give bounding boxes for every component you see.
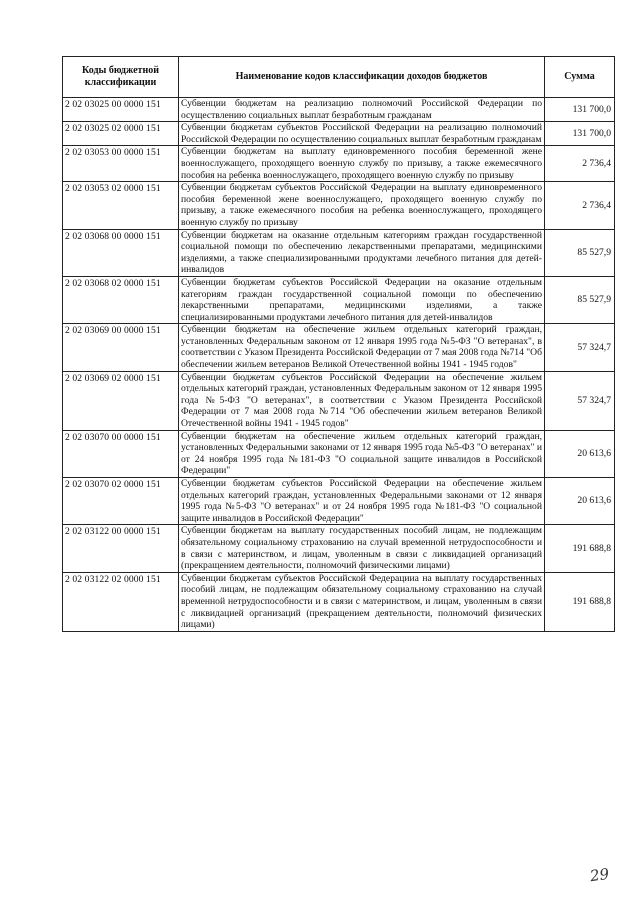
table-row xyxy=(63,525,615,572)
sum-cell: 2 736,4 xyxy=(545,146,615,182)
sum-cell: 85 527,9 xyxy=(545,229,615,276)
document-sheet xyxy=(62,56,614,632)
code-cell: 2 02 03070 00 0000 151 xyxy=(63,430,179,477)
table-row xyxy=(63,146,615,182)
sum-cell: 57 324,7 xyxy=(545,371,615,430)
name-cell: Субвенции бюджетам субъектов Российской Федерации на выплату единовременного пособия беременной жене военнослужащего, проходящего военную службу по призыву, а также ежемесячного пособия на ребенка военнослужащего, проходящего военную службу по призыву xyxy=(179,182,545,229)
budget-classification-table xyxy=(62,56,615,632)
sum-cell: 20 613,6 xyxy=(545,478,615,525)
table-row xyxy=(63,122,615,146)
name-cell: Субвенции бюджетам на выплату единовременного пособия беременной жене военнослужащего, проходящего военную службу по призыву, а также ежемесячного пособия на ребенка военнослужащего, проходящего военную службу по призыву xyxy=(179,146,545,182)
sum-cell: 191 688,8 xyxy=(545,525,615,572)
table-row xyxy=(63,229,615,276)
table-body xyxy=(63,98,615,632)
header-sum: Сумма xyxy=(545,57,615,98)
table-row xyxy=(63,182,615,229)
sum-cell: 57 324,7 xyxy=(545,324,615,371)
sum-cell: 191 688,8 xyxy=(545,572,615,631)
header-code: Коды бюджетной классификации xyxy=(63,57,179,98)
name-cell: Субвенции бюджетам на обеспечение жильем отдельных категорий граждан, установленных Федеральными законами от 12 января 1995 года №5-ФЗ "О ветеранах" и от 24 ноября 1995 года №181-ФЗ "О социальной защите инвалидов в Российской Федерации" xyxy=(179,430,545,477)
header-name: Наименование кодов классификации доходов бюджетов xyxy=(179,57,545,98)
table-header-row xyxy=(63,57,615,98)
name-cell: Субвенции бюджетам на выплату государственных пособий лицам, не подлежащим обязательному социальному страхованию на случай временной нетрудоспособности и в связи с материнством, и лицам, уволенным в связи с ликвидацией организаций (прекращением деятельности, полномочий физическими лицами) xyxy=(179,525,545,572)
sum-cell: 131 700,0 xyxy=(545,98,615,122)
name-cell: Субвенции бюджетам субъектов Российской Федерацииа на выплату государственных пособий лицам, не подлежащим обязательному социальному страхованию на случай временной нетрудоспособности и в связи с материнством, и лицам, уволенным в связи с ликвидацией организаций (прекращением деятельности, полномочий физических лицами) xyxy=(179,572,545,631)
code-cell: 2 02 03069 00 0000 151 xyxy=(63,324,179,371)
page-number: 29 xyxy=(588,864,611,886)
code-cell: 2 02 03025 02 0000 151 xyxy=(63,122,179,146)
name-cell: Субвенции бюджетам на обеспечение жильем отдельных категорий граждан, установленных Федеральным законом от 12 января 1995 года №5-ФЗ "О ветеранах", в соответствии с Указом Президента Российской Федерации от 7 мая 2008 года №714 "Об обеспечении жильем ветеранов Великой Отечественной войны 1941 - 1945 годов" xyxy=(179,324,545,371)
code-cell: 2 02 03069 02 0000 151 xyxy=(63,371,179,430)
sum-cell: 85 527,9 xyxy=(545,276,615,323)
sum-cell: 131 700,0 xyxy=(545,122,615,146)
name-cell: Субвенции бюджетам субъектов Российской Федерации на обеспечение жильем отдельных категорий граждан, установленных Федеральным законом от 12 января 1995 года №5-ФЗ "О ветеранах", в соответствии с Указом Президента Российской Федерации от 7 мая 2008 года №714 "Об обеспечении жильем ветеранов Великой Отечественной войны 1941 - 1945 годов" xyxy=(179,371,545,430)
code-cell: 2 02 03053 02 0000 151 xyxy=(63,182,179,229)
code-cell: 2 02 03068 02 0000 151 xyxy=(63,276,179,323)
name-cell: Субвенции бюджетам субъектов Российской Федерации на реализацию полномочий Российской Федерации по осуществлению социальных выплат безработным гражданам xyxy=(179,122,545,146)
table-row xyxy=(63,371,615,430)
table-row xyxy=(63,572,615,631)
code-cell: 2 02 03122 00 0000 151 xyxy=(63,525,179,572)
table-row xyxy=(63,276,615,323)
code-cell: 2 02 03070 02 0000 151 xyxy=(63,478,179,525)
table-row xyxy=(63,430,615,477)
sum-cell: 2 736,4 xyxy=(545,182,615,229)
code-cell: 2 02 03068 00 0000 151 xyxy=(63,229,179,276)
code-cell: 2 02 03122 02 0000 151 xyxy=(63,572,179,631)
table-row xyxy=(63,478,615,525)
name-cell: Субвенции бюджетам на реализацию полномочий Российской Федерации по осуществлению социальных выплат безработным гражданам xyxy=(179,98,545,122)
name-cell: Субвенции бюджетам субъектов Российской Федерации на оказание отдельным категориям граждан государственной социальной помощи по обеспечению лекарственными препаратами, медицинскими изделиями, а также специализированными продуктами лечебного питания для детей-инвалидов xyxy=(179,276,545,323)
sum-cell: 20 613,6 xyxy=(545,430,615,477)
code-cell: 2 02 03025 00 0000 151 xyxy=(63,98,179,122)
table-row xyxy=(63,98,615,122)
table-row xyxy=(63,324,615,371)
name-cell: Субвенции бюджетам на оказание отдельным категориям граждан государственной социальной помощи по обеспечению лекарственными препаратами, медицинскими изделиями, а также специализированными продуктами лечебного питания для детей-инвалидов xyxy=(179,229,545,276)
name-cell: Субвенции бюджетам субъектов Российской Федерации на обеспечение жильем отдельных категорий граждан, установленных Федеральными законами от 12 января 1995 года №5-ФЗ "О ветеранах" и от 24 ноября 1995 года №181-ФЗ "О социальной защите инвалидов в Российской Федерации" xyxy=(179,478,545,525)
code-cell: 2 02 03053 00 0000 151 xyxy=(63,146,179,182)
